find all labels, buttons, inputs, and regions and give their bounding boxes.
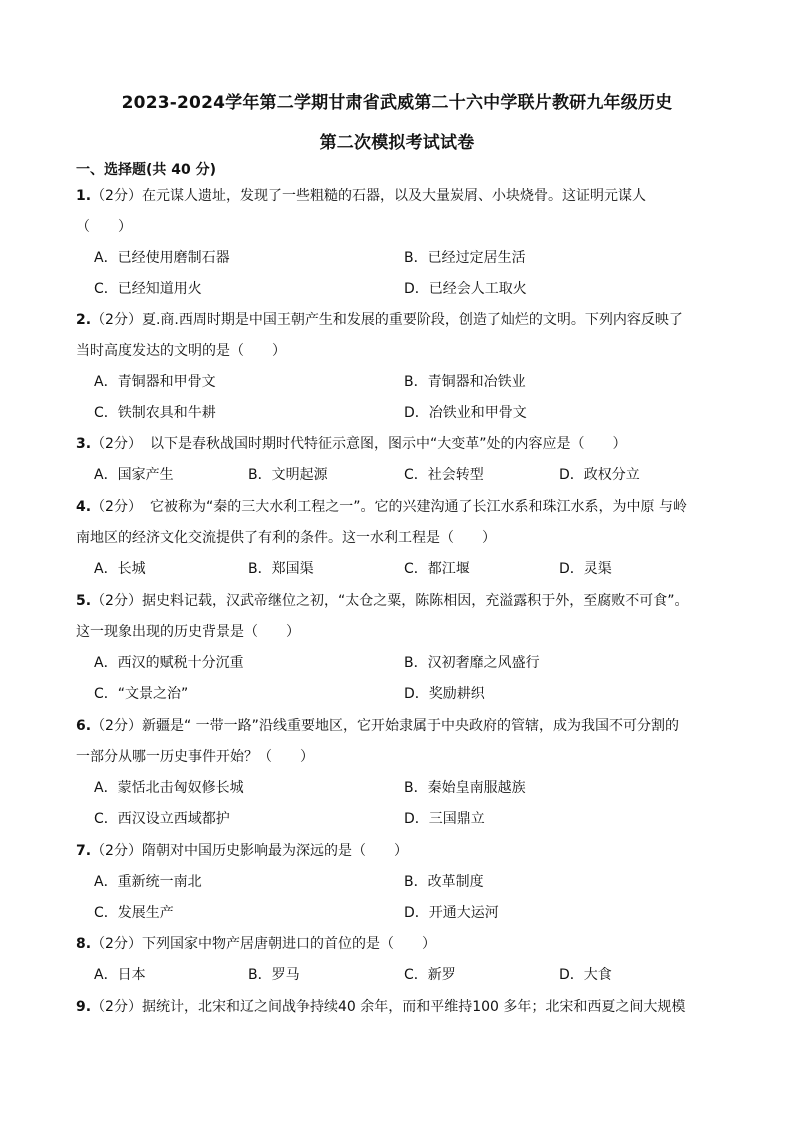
option-c[interactable]: C．发展生产 bbox=[94, 905, 174, 921]
question-6-line-2: 一部分从哪一历史事件开始？（ ） bbox=[76, 749, 314, 765]
exam-title-line1: 2023-2024学年第二学期甘肃省武威第二十六中学联片教研九年级历史 bbox=[121, 93, 673, 113]
option-a[interactable]: A．已经使用磨制石器 bbox=[94, 250, 230, 266]
option-c[interactable]: C．铁制农具和牛耕 bbox=[94, 405, 216, 421]
option-b[interactable]: B．已经过定居生活 bbox=[404, 250, 526, 266]
option-c[interactable]: C．社会转型 bbox=[404, 467, 484, 483]
option-a[interactable]: A．国家产生 bbox=[94, 467, 174, 483]
option-d[interactable]: D．奖励耕织 bbox=[404, 686, 485, 702]
question-9: 9.（2分）据统计，北宋和辽之间战争持续40 余年，而和平维持100 多年；北宋和西夏之间大规模 bbox=[76, 999, 686, 1015]
option-a[interactable]: A．青铜器和甲骨文 bbox=[94, 374, 216, 390]
question-5-line-2: 这一现象出现的历史背景是（ ） bbox=[76, 624, 300, 640]
question-5: 5.（2分）据史料记载，汉武帝继位之初，“太仓之粟，陈陈相因，充溢露积于外，至腐败不可食”。 bbox=[76, 593, 689, 609]
section-heading: 一、选择题(共 40 分) bbox=[76, 162, 217, 178]
question-8: 8.（2分）下列国家中物产居唐朝进口的首位的是（ ） bbox=[76, 936, 436, 952]
option-b[interactable]: B．罗马 bbox=[248, 967, 300, 983]
option-d[interactable]: D．大食 bbox=[559, 967, 612, 983]
option-d[interactable]: D．政权分立 bbox=[559, 467, 640, 483]
option-a[interactable]: A．重新统一南北 bbox=[94, 874, 202, 890]
question-3: 3.（2分） 以下是春秋战国时期时代特征示意图，图示中“大变革”处的内容应是（ ） bbox=[76, 436, 627, 452]
option-a[interactable]: A．长城 bbox=[94, 561, 146, 577]
option-a[interactable]: A．日本 bbox=[94, 967, 146, 983]
option-c[interactable]: C．西汉设立西域都护 bbox=[94, 811, 230, 827]
option-a[interactable]: A．西汉的赋税十分沉重 bbox=[94, 655, 244, 671]
option-b[interactable]: B．青铜器和冶铁业 bbox=[404, 374, 526, 390]
question-2-line-2: 当时高度发达的文明的是（ ） bbox=[76, 343, 286, 359]
option-b[interactable]: B．汉初奢靡之风盛行 bbox=[404, 655, 540, 671]
question-1-line-2: （ ） bbox=[76, 219, 132, 235]
option-b[interactable]: B．秦始皇南服越族 bbox=[404, 780, 526, 796]
option-d[interactable]: D．冶铁业和甲骨文 bbox=[404, 405, 527, 421]
question-4: 4.（2分） 它被称为“秦的三大水利工程之一”。它的兴建沟通了长江水系和珠江水系，为中原 与岭 bbox=[76, 499, 687, 515]
question-2: 2.（2分）夏.商.西周时期是中国王朝产生和发展的重要阶段，创造了灿烂的文明。下列内容反映了 bbox=[76, 312, 683, 328]
option-c[interactable]: C．“文景之治” bbox=[94, 686, 189, 702]
option-a[interactable]: A．蒙恬北击匈奴修长城 bbox=[94, 780, 244, 796]
option-d[interactable]: D．开通大运河 bbox=[404, 905, 499, 921]
question-7: 7.（2分）隋朝对中国历史影响最为深远的是（ ） bbox=[76, 843, 408, 859]
question-1: 1.（2分）在元谋人遗址，发现了一些粗糙的石器，以及大量炭屑、小块烧骨。这证明元谋人 bbox=[76, 188, 646, 204]
option-b[interactable]: B．郑国渠 bbox=[248, 561, 314, 577]
exam-title-line2: 第二次模拟考试试卷 bbox=[319, 133, 475, 153]
option-d[interactable]: D．已经会人工取火 bbox=[404, 281, 527, 297]
option-d[interactable]: D．三国鼎立 bbox=[404, 811, 485, 827]
option-d[interactable]: D．灵渠 bbox=[559, 561, 612, 577]
question-4-line-2: 南地区的经济文化交流提供了有利的条件。这一水利工程是（ ） bbox=[76, 530, 496, 546]
option-b[interactable]: B．改革制度 bbox=[404, 874, 484, 890]
question-6: 6.（2分）新疆是“ 一带一路”沿线重要地区，它开始隶属于中央政府的管辖，成为我国不可分割的 bbox=[76, 718, 679, 734]
option-c[interactable]: C．新罗 bbox=[404, 967, 456, 983]
option-c[interactable]: C．已经知道用火 bbox=[94, 281, 202, 297]
option-b[interactable]: B．文明起源 bbox=[248, 467, 328, 483]
option-c[interactable]: C．都江堰 bbox=[404, 561, 470, 577]
